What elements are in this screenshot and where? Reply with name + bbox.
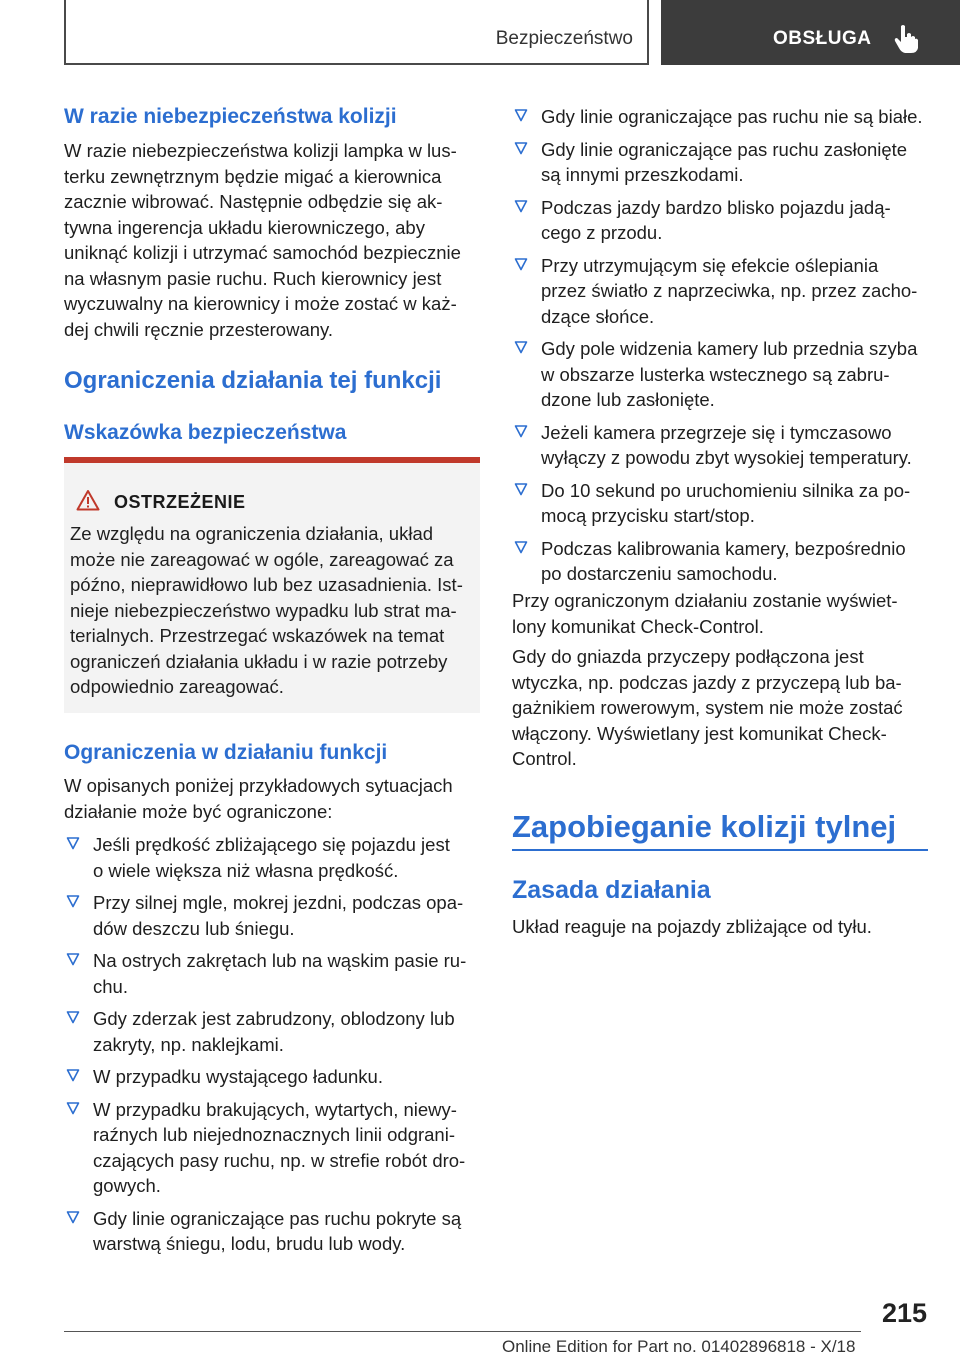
- trailer-text-line: Gdy do gniazda przyczepy podłączona jest: [512, 646, 864, 667]
- list-item-line: przez światło z naprzeciwka, np. przez zacho-: [541, 280, 918, 301]
- warning-triangle-icon: [76, 489, 100, 511]
- limited-text-line: Przy ograniczonym działaniu zostanie wyświet-: [512, 590, 898, 611]
- warning-text: [70, 521, 474, 700]
- list-item-text: [541, 536, 906, 587]
- footer-rule: [64, 1331, 861, 1332]
- warning-text-line: terialnych. Przestrzegać wskazówek na temat: [70, 625, 445, 646]
- list-item-text: [93, 1206, 461, 1257]
- list-item-line: Na ostrych zakrętach lub na wąskim pasie ru-: [93, 950, 467, 971]
- collision-text-line: dej chwili ręcznie przesterowany.: [64, 318, 334, 340]
- bullet-triangle-icon: [66, 1101, 80, 1115]
- page-number: 215: [881, 1298, 927, 1328]
- warning-text-line: ograniczeń działania układu i w razie potrzeby: [70, 650, 448, 672]
- paragraph-limited-function: [512, 588, 928, 639]
- heading-rear-collision-prevention: Zapobieganie kolizji tylnej: [512, 809, 897, 844]
- list-item-line: warstwą śniegu, lodu, brudu lub wody.: [93, 1233, 406, 1254]
- list-item-line: Przy utrzymującym się efekcie oślepiania: [541, 254, 879, 276]
- bullet-triangle-icon: [66, 952, 80, 966]
- list-item: [512, 420, 928, 471]
- bullet-triangle-icon: [514, 482, 528, 496]
- list-item-line: Gdy pole widzenia kamery lub przednia szyba: [541, 338, 918, 359]
- list-item: [64, 1206, 480, 1257]
- header-section-title: Bezpieczeństwo: [495, 28, 633, 49]
- list-item-line: dzące słońce.: [541, 305, 655, 327]
- header-section-box: [64, 0, 649, 65]
- trailer-text-line: Control.: [512, 748, 577, 769]
- list-item: [64, 948, 480, 999]
- header-chapter-box: [661, 0, 960, 65]
- heading-function-limits: Ograniczenia działania tej funkcji: [64, 367, 442, 394]
- list-item-line: czających pasy ruchu, np. w strefie robót dro-: [93, 1149, 466, 1171]
- warning-box: [64, 457, 480, 713]
- header-chapter-title: OBSŁUGA: [773, 28, 872, 49]
- list-item-line: Gdy linie ograniczające pas ruchu pokryte są: [93, 1207, 462, 1229]
- list-item-line: Gdy zderzak jest zabrudzony, oblodzony lub: [93, 1008, 455, 1029]
- bullet-triangle-icon: [514, 424, 528, 438]
- warning-text-line: Ze względu na ograniczenia działania, układ: [70, 523, 434, 544]
- paragraph-limits-intro: [64, 773, 480, 824]
- collision-text-line: W razie niebezpieczeństwa kolizji lampka w lus-: [64, 140, 457, 161]
- bullet-triangle-icon: [514, 340, 528, 354]
- limits-intro-line: W opisanych poniżej przykładowych sytuacjach: [64, 775, 453, 796]
- list-item: [512, 336, 928, 413]
- collision-text-line: terku zewnętrznym będzie migać a kierownica: [64, 165, 442, 187]
- trailer-text-line: wtyczka, np. podczas jazdy z przyczepą lub ba-: [512, 671, 902, 693]
- paragraph-trailer: [512, 644, 928, 772]
- list-item-line: Przy silnej mgle, mokrej jezdni, podczas opa-: [93, 892, 464, 913]
- list-item: [64, 1064, 480, 1090]
- paragraph-principle: Układ reaguje na pojazdy zbliżające od tyłu.: [512, 916, 872, 937]
- list-item: [512, 195, 928, 246]
- collision-text-line: wyczuwalny na kierownicy i może zostać w każ-: [64, 293, 457, 314]
- list-item-line: W przypadku brakujących, wytartych, niewy-: [93, 1098, 457, 1120]
- heading-limits-in-function: Ograniczenia w działaniu funkcji: [64, 741, 388, 764]
- list-item-line: dów deszczu lub śniegu.: [93, 917, 295, 939]
- list-item-line: chu.: [93, 975, 128, 997]
- list-item-text: [541, 253, 917, 330]
- list-item-text: [541, 137, 907, 188]
- list-item-line: po dostarczeniu samochodu.: [541, 563, 778, 584]
- list-item-text: [93, 1006, 455, 1057]
- list-item-line: w obszarze lusterka wstecznego są zabru-: [541, 363, 890, 385]
- bullet-triangle-icon: [514, 108, 528, 122]
- list-item-line: Podczas jazdy bardzo blisko pojazdu jadą-: [541, 196, 891, 218]
- list-item: [64, 1097, 480, 1199]
- list-item-line: mocą przycisku start/stop.: [541, 505, 755, 526]
- trailer-text-line: włączony. Wyświetlany jest komunikat Check-: [512, 722, 887, 744]
- bullet-triangle-icon: [66, 1068, 80, 1082]
- list-item-text: [93, 890, 463, 941]
- list-item-line: o wiele większa niż własna prędkość.: [93, 859, 399, 881]
- bullet-triangle-icon: [514, 540, 528, 554]
- heading-rule: [512, 849, 928, 851]
- list-item-line: zakryty, np. naklejkami.: [93, 1033, 284, 1055]
- bullet-triangle-icon: [66, 1210, 80, 1224]
- bullet-triangle-icon: [66, 894, 80, 908]
- collision-text-line: tywna ingerencja układu kierowniczego, aby: [64, 216, 425, 238]
- list-item-line: wyłączy z powodu zbyt wysokiej temperatury.: [541, 447, 912, 468]
- list-item-text: [541, 104, 923, 130]
- trailer-text-line: gażnikiem rowerowym, system nie może zostać: [512, 697, 903, 718]
- list-item-line: raźnych lub niejednoznacznych linii odgrani-: [93, 1124, 455, 1145]
- list-item-text: [541, 420, 912, 471]
- list-item-line: dzone lub zasłonięte.: [541, 389, 715, 410]
- bullet-triangle-icon: [66, 1010, 80, 1024]
- bullet-triangle-icon: [514, 141, 528, 155]
- warning-text-line: odpowiednio zareagować.: [70, 676, 284, 697]
- collision-text-line: zacznie wibrować. Następnie odbędzie się ak-: [64, 191, 443, 212]
- list-item-line: Podczas kalibrowania kamery, bezpośrednio: [541, 537, 906, 559]
- list-item-text: [93, 948, 466, 999]
- list-item-line: Do 10 sekund po uruchomieniu silnika za po-: [541, 479, 911, 501]
- bullet-triangle-icon: [514, 199, 528, 213]
- bullet-triangle-icon: [66, 836, 80, 850]
- list-item-text: [541, 478, 910, 529]
- list-item: [512, 253, 928, 330]
- list-item: [512, 478, 928, 529]
- warning-title: OSTRZEŻENIE: [114, 492, 246, 512]
- list-item-text: [541, 195, 891, 246]
- list-item: [512, 137, 928, 188]
- list-item: [512, 104, 928, 130]
- collision-text-line: uniknąć kolizji i utrzymać samochód bezpiecznie: [64, 242, 461, 263]
- heading-principle: Zasada działania: [512, 876, 711, 904]
- list-item-line: Jeśli prędkość zbliżającego się pojazdu jest: [93, 834, 450, 855]
- list-item: [64, 832, 480, 883]
- list-item: [64, 890, 480, 941]
- list-item: [512, 536, 928, 587]
- collision-text-line: na własnym pasie ruchu. Ruch kierownicy jest: [64, 267, 442, 289]
- list-item-line: Gdy linie ograniczające pas ruchu zasłonięte: [541, 138, 908, 160]
- list-item-text: [541, 336, 917, 413]
- list-item: [64, 1006, 480, 1057]
- list-item-text: [93, 1097, 465, 1199]
- heading-collision-danger: W razie niebezpieczeństwa kolizji: [64, 105, 397, 128]
- hand-pointer-icon: [893, 24, 919, 54]
- warning-text-line: późno, nieprawidłowo lub bez uzasadnienia. Ist-: [70, 574, 463, 595]
- limits-intro-line: działanie może być ograniczone:: [64, 800, 333, 822]
- list-item-line: cego z przodu.: [541, 222, 663, 243]
- list-item-line: są innymi przeszkodami.: [541, 164, 744, 185]
- list-item-text: [93, 832, 450, 883]
- paragraph-collision: [64, 138, 480, 342]
- bullet-triangle-icon: [514, 257, 528, 271]
- warning-text-line: może nie zareagować w ogóle, zareagować za: [70, 548, 454, 570]
- list-item-line: Gdy linie ograniczające pas ruchu nie są białe.: [541, 106, 923, 127]
- list-item-line: gowych.: [93, 1175, 161, 1196]
- limited-text-line: lony komunikat Check-Control.: [512, 615, 764, 637]
- footer-edition: Online Edition for Part no. 01402896818 - X/18: [502, 1337, 856, 1356]
- heading-safety-note: Wskazówka bezpieczeństwa: [64, 421, 347, 444]
- warning-text-line: nieje niebezpieczeństwo wypadku lub strat ma-: [70, 599, 457, 621]
- list-item-line: W przypadku wystającego ładunku.: [93, 1066, 383, 1087]
- list-item-line: Jeżeli kamera przegrzeje się i tymczasowo: [541, 421, 892, 443]
- list-item-text: [93, 1064, 383, 1090]
